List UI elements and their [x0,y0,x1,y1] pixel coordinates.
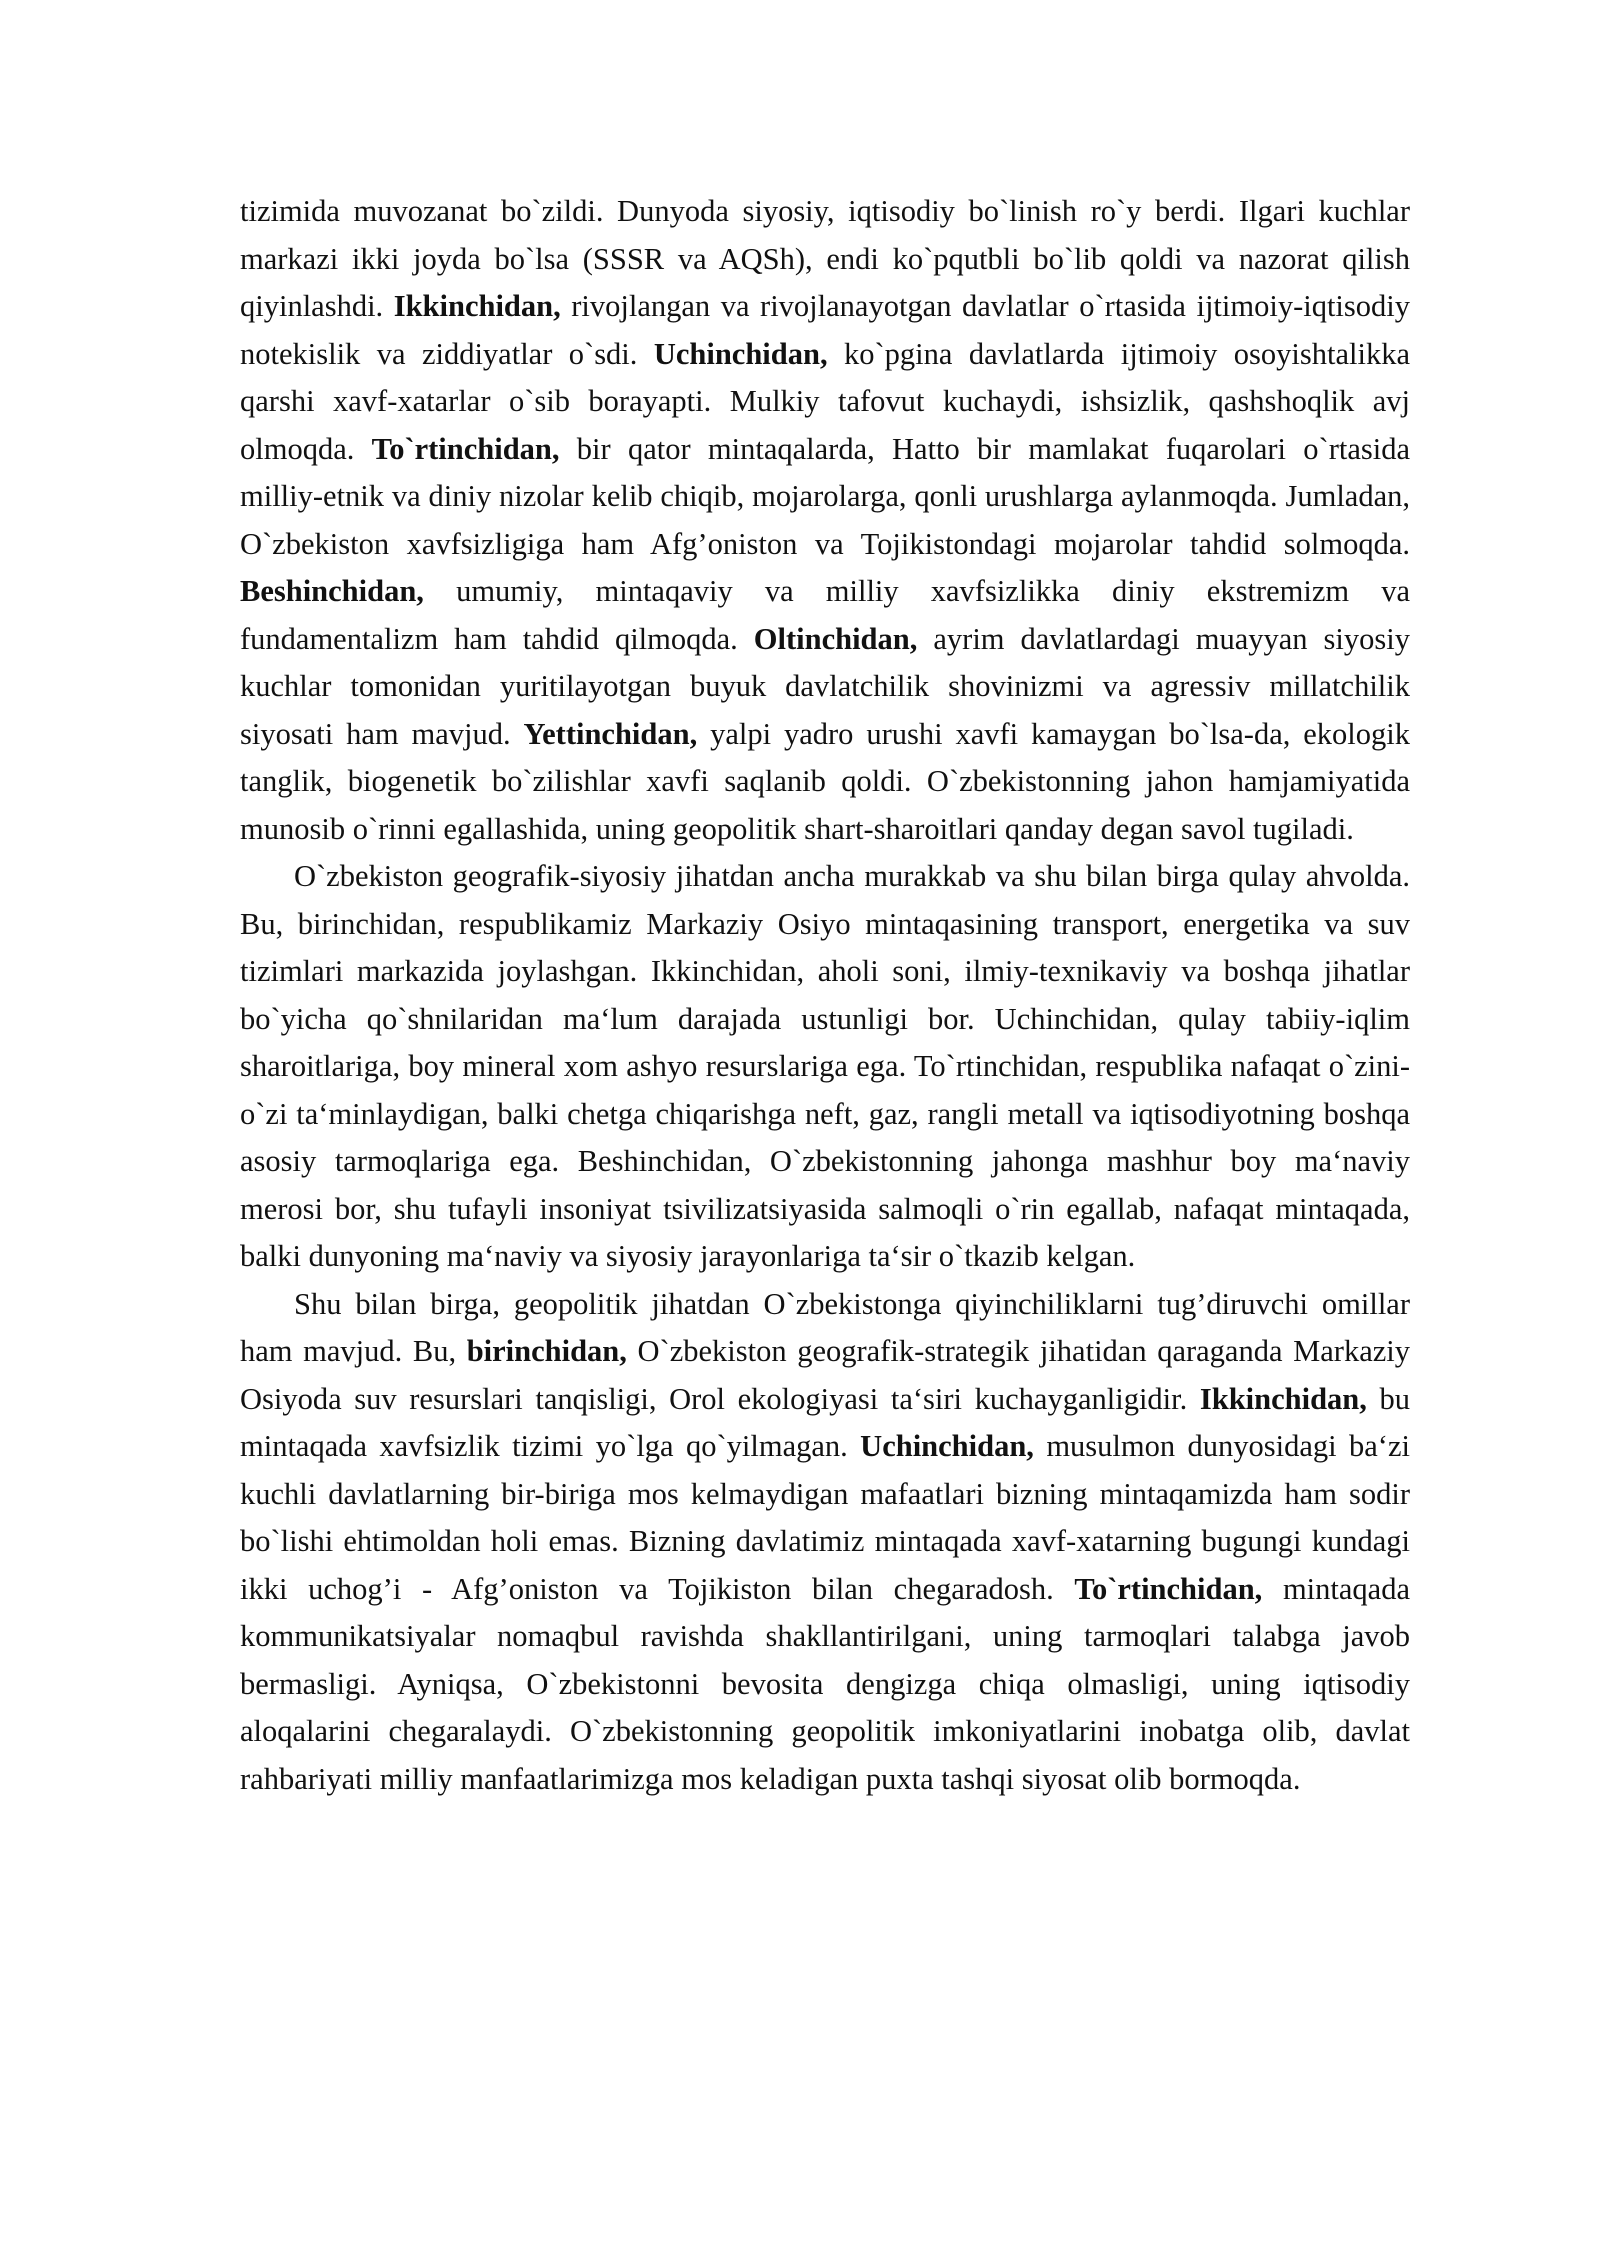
bold-term: Beshinchidan, [240,574,424,608]
text-run: ayrim davlatlardagi muayyan siyosiy kuchlar tomonidan yuritilayotgan buyuk davlatchilik shovinizmi va agressiv millatchilik siyosati ham mavjud. [240,621,1410,751]
bold-term: Oltinchidan, [753,621,918,656]
paragraph [240,1281,1410,1804]
bold-term: Yettinchidan, [523,716,698,751]
bold-term: Uchinchidan, [653,336,828,371]
text-run: bir qator mintaqalarda, Hatto bir mamlakat fuqarolari o`rtasida milliy-etnik va diniy nizolar kelib chiqib, mojarolarga, qonli urushlarga aylanmoqda. Jumladan, O`zbekiston xavfsizligiga ham Afg’oniston va Tojikistondagi mojarolar tahdid solmoqda. [240,431,1410,561]
paragraph [240,188,1410,853]
bold-term: To`rtinchidan, [371,431,560,466]
text-run: O`zbekiston geografik-strategik jihatidan qaraganda Markaziy Osiyoda suv resurslari tanqisligi, Orol ekologiyasi ta‘siri kuchayganligidir. [240,1334,1410,1416]
bold-term: Uchinchidan, [860,1429,1034,1463]
text-run: Shu bilan birga, geopolitik jihatdan O`zbekistonga qiyinchiliklarni tug’diruvchi omillar ham mavjud. Bu, [240,1286,1410,1368]
bold-term: To`rtinchidan, [1074,1571,1263,1606]
paragraph [240,853,1410,1281]
bold-term: Ikkinchidan, [393,289,561,323]
text-run: yalpi yadro urushi xavfi kamaygan bo`lsa-da, ekologik tanglik, biogenetik bo`zilishlar xavfi saqlanib qoldi. O`zbekistonning jahon hamjamiyatida munosib o`rinni egallashida, uning geopolitik shart-sharoitlari qanday degan savol tugiladi. [240,716,1410,846]
text-run: umumiy, mintaqaviy va milliy xavfsizlikka diniy ekstremizm va fundamentalizm ham tahdid qilmoqda. [240,574,1410,656]
bold-term: birinchidan, [466,1334,627,1368]
text-run: mintaqada kommunikatsiyalar nomaqbul ravishda shakllantirilgani, uning tarmoqlari talabga javob bermasligi. Ayniqsa, O`zbekistonni bevosita dengizga chiqa olmasligi, uning iqtisodiy aloqalarini chegaralaydi. O`zbekistonning geopolitik imkoniyatlarini inobatga olib, davlat rahbariyati milliy manfaatlarimizga mos keladigan puxta tashqi siyosat olib bormoqda. [240,1571,1410,1796]
text-run: rivojlangan va rivojlanayotgan davlatlar o`rtasida ijtimoiy-iqtisodiy notekislik va ziddiyatlar o`sdi. [240,289,1410,371]
text-run: tizimida muvozanat bo`zildi. Dunyoda siyosiy, iqtisodiy bo`linish ro`y berdi. Ilgari kuchlar markazi ikki joyda bo`lsa (SSSR va AQSh), endi ko`pqutbli bo`lib qoldi va nazorat qilish qiyinlashdi. [240,194,1410,323]
bold-term: Ikkinchidan, [1199,1381,1367,1416]
text-run: O`zbekiston geografik-siyosiy jihatdan ancha murakkab va shu bilan birga qulay ahvolda. Bu, birinchidan, respublikamiz Markaziy Osiyo mintaqasining transport, energetika va suv tizimlari markazida joylashgan. Ikkinchidan, aholi soni, ilmiy-texnikaviy va boshqa jihatlar bo`yicha qo`shnilaridan ma‘lum darajada ustunligi bor. Uchinchidan, qulay tabiiy-iqlim sharoitlariga, boy mineral xom ashyo resurslariga ega. To`rtinchidan, respublika nafaqat o`zini-o`zi ta‘minlaydigan, balki chetga chiqarishga neft, gaz, rangli metall va iqtisodiyotning boshqa asosiy tarmoqlariga ega. Beshinchidan, O`zbekistonning jahonga mashhur boy ma‘naviy merosi bor, shu tufayli insoniyat tsivilizatsiyasida salmoqli o`rin egallab, nafaqat mintaqada, balki dunyoning ma‘naviy va siyosiy jarayonlariga ta‘sir o`tkazib kelgan. [240,859,1410,1273]
text-run: musulmon dunyosidagi ba‘zi kuchli davlatlarning bir-biriga mos kelmaydigan mafaatlari bizning mintaqamizda ham sodir bo`lishi ehtimoldan holi emas. Bizning davlatimiz mintaqada xavf-xatarning bugungi kundagi ikki uchog’i - Afg’oniston va Tojikiston bilan chegaradosh. [240,1429,1410,1606]
text-run: ko`pgina davlatlarda ijtimoiy osoyishtalikka qarshi xavf-xatarlar o`sib borayapti. Mulkiy tafovut kuchaydi, ishsizlik, qashshoqlik avj olmoqda. [240,336,1410,466]
document-page [240,188,1410,1803]
text-run: bu mintaqada xavfsizlik tizimi yo`lga qo`yilmagan. [240,1381,1411,1463]
